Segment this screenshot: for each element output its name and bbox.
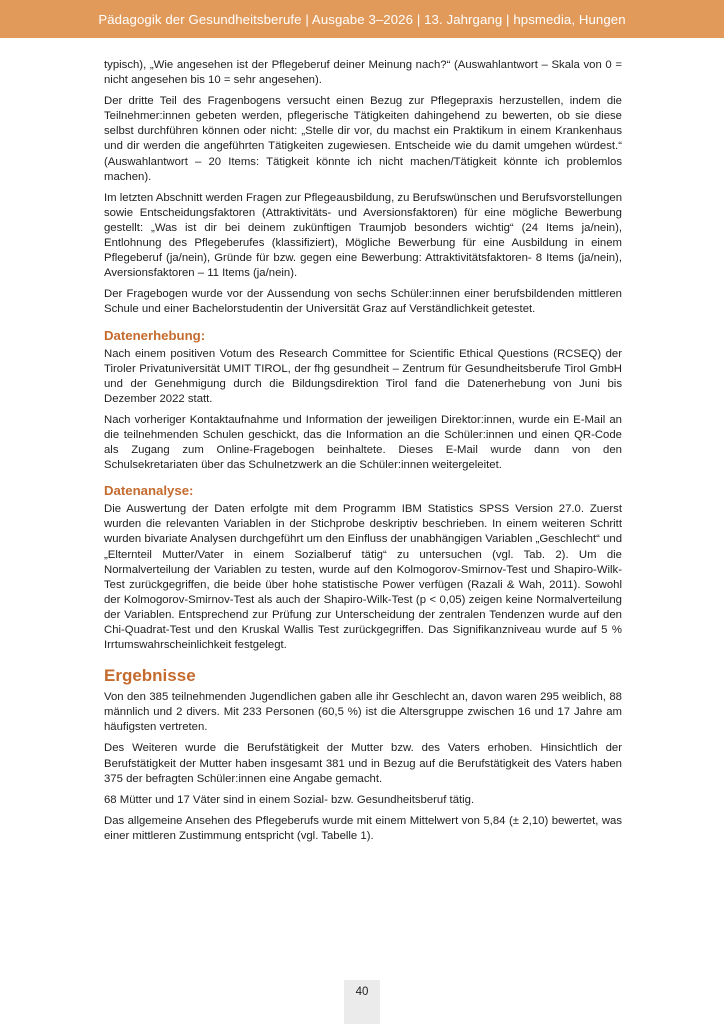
paragraph: Im letzten Abschnitt werden Fragen zur Pflegeausbildung, zu Berufswünschen und Berufsvorstellungen sowie Entscheidungsfaktoren (Attraktivitäts- und Aversionsfaktoren) für eine mögliche Bewerbung gestellt: „Was ist dir bei deinem zukünftigen Traumjob besonders wichtig“ (24 Items ja/nein), Entlohnung des Pflegeberufes (klassifiziert), Mögliche Bewerbung für eine Ausbildung in einem Pflegeberuf (ja/nein), Gründe für bzw. gegen eine Bewerbung: Attraktivitätsfaktoren- 8 Items (ja/nein), Aversionsfaktoren – 11 Items (ja/nein). <box>104 191 622 280</box>
section-heading-datenanalyse: Datenanalyse: <box>104 483 194 499</box>
paragraph: typisch), „Wie angesehen ist der Pflegeberuf deiner Meinung nach?“ (Auswahlantwort – Skala von 0 = nicht angesehen bis 10 = sehr angesehen). <box>104 59 622 87</box>
paragraph: Das allgemeine Ansehen des Pflegeberufs wurde mit einem Mittelwert von 5,84 (± 2,10) bewertet, was einer mittleren Zustimmung entspricht (vgl. Tabelle 1). <box>104 814 622 842</box>
paragraph: Die Auswertung der Daten erfolgte mit dem Programm IBM Statistics SPSS Version 27.0. Zuerst wurden die relevanten Variablen in der Stichprobe deskriptiv beschrieben. In einem weiteren Schritt wurden bivariate Analysen durchgeführt um den Einfluss der unabhängigen Variablen „Geschlecht“ und „Elternteil Mutter/Vater in einem Sozialberuf tätig“ zu untersuchen (vgl. Tab. 2). Um die Normalverteilung der Variablen zu testen, wurde auf den Kolmogorov-Smirnov-Test und Shapiro-Wilk-Test zurückgegriffen, die beide über hohe statistische Power verfügen (Razali & Wah, 2011). Sowohl der Kolmogorov-Smirnov-Test als auch der Shapiro-Wilk-Test (p < 0,05) zeigen keine Normalverteilung der Variablen. Entsprechend zur Prüfung zur Unterscheidung der zentralen Tendenzen wurde auf den Chi-Quadrat-Test und den Kruskal Wallis Test zurückgegriffen. Das Signifikanzniveau wurde auf 5 % Irrtumswahrscheinlichkeit festgelegt. <box>104 503 622 652</box>
section-heading-datenerhebung: Datenerhebung: <box>104 327 206 343</box>
section-heading-ergebnisse: Ergebnisse <box>104 666 196 686</box>
journal-header-title: Pädagogik der Gesundheitsberufe | Ausgabe 3–2026 | 13. Jahrgang | hpsmedia, Hungen <box>98 11 626 27</box>
journal-header-bar <box>0 0 724 38</box>
page-number: 40 <box>355 986 369 998</box>
paragraph: Nach vorheriger Kontaktaufnahme und Information der jeweiligen Direktor:innen, wurde ein E-Mail an die teilnehmenden Schulen geschickt, das die Information an die Schüler:innen und einen QR-Code als Zugang zum Online-Fragebogen beinhaltete. Dieses E-Mail wurde dann von den Schulsekretariaten über das Schulnetzwerk an die Schüler:innen weitergeleitet. <box>104 413 622 472</box>
paragraph: 68 Mütter und 17 Väter sind in einem Sozial- bzw. Gesundheitsberuf tätig. <box>104 793 475 806</box>
paragraph: Nach einem positiven Votum des Research Committee for Scientific Ethical Questions (RCSEQ) der Tiroler Privatuniversität UMIT TIROL, der fhg gesundheit – Zentrum für Gesundheitsberufe Tirol GmbH und der Genehmigung durch die Bildungsdirektion Tirol fand die Datenerhebung von Juni bis Dezember 2022 statt. <box>104 347 622 405</box>
page-number-box <box>344 980 380 1024</box>
paragraph: Des Weiteren wurde die Berufstätigkeit der Mutter bzw. des Vaters erhoben. Hinsichtlich der Berufstätigkeit der Mutter haben insgesamt 381 und in Bezug auf die Berufstätigkeit des Vaters haben 375 der befragten Schüler:innen eine Angabe gemacht. <box>104 742 622 785</box>
article-body <box>104 58 622 850</box>
paragraph: Von den 385 teilnehmenden Jugendlichen gaben alle ihr Geschlecht an, davon waren 295 weiblich, 88 männlich und 2 divers. Mit 233 Personen (60,5 %) ist die Altersgruppe zwischen 16 und 17 Jahre am häufigsten vertreten. <box>104 691 622 734</box>
paragraph: Der dritte Teil des Fragenbogens versucht einen Bezug zur Pflegepraxis herzustellen, indem die Teilnehmer:innen gebeten werden, pflegerische Tätigkeiten dahingehend zu bewerten, ob sie diese selbst durchführen können oder nicht: „Stelle dir vor, du machst ein Praktikum in einem Krankenhaus und dir werden die angeführten Tätigkeiten zugewiesen. Entscheide wie du damit umgehen würdest.“ (Auswahlantwort – 20 Items: Tätigkeit könnte ich nicht machen/Tätigkeit könnte ich problemlos machen). <box>104 95 622 183</box>
paragraph: Der Fragebogen wurde vor der Aussendung von sechs Schüler:innen einer berufsbildenden mittleren Schule und einer Bachelorstudentin der Universität Graz auf Verständlichkeit getestet. <box>104 288 622 316</box>
